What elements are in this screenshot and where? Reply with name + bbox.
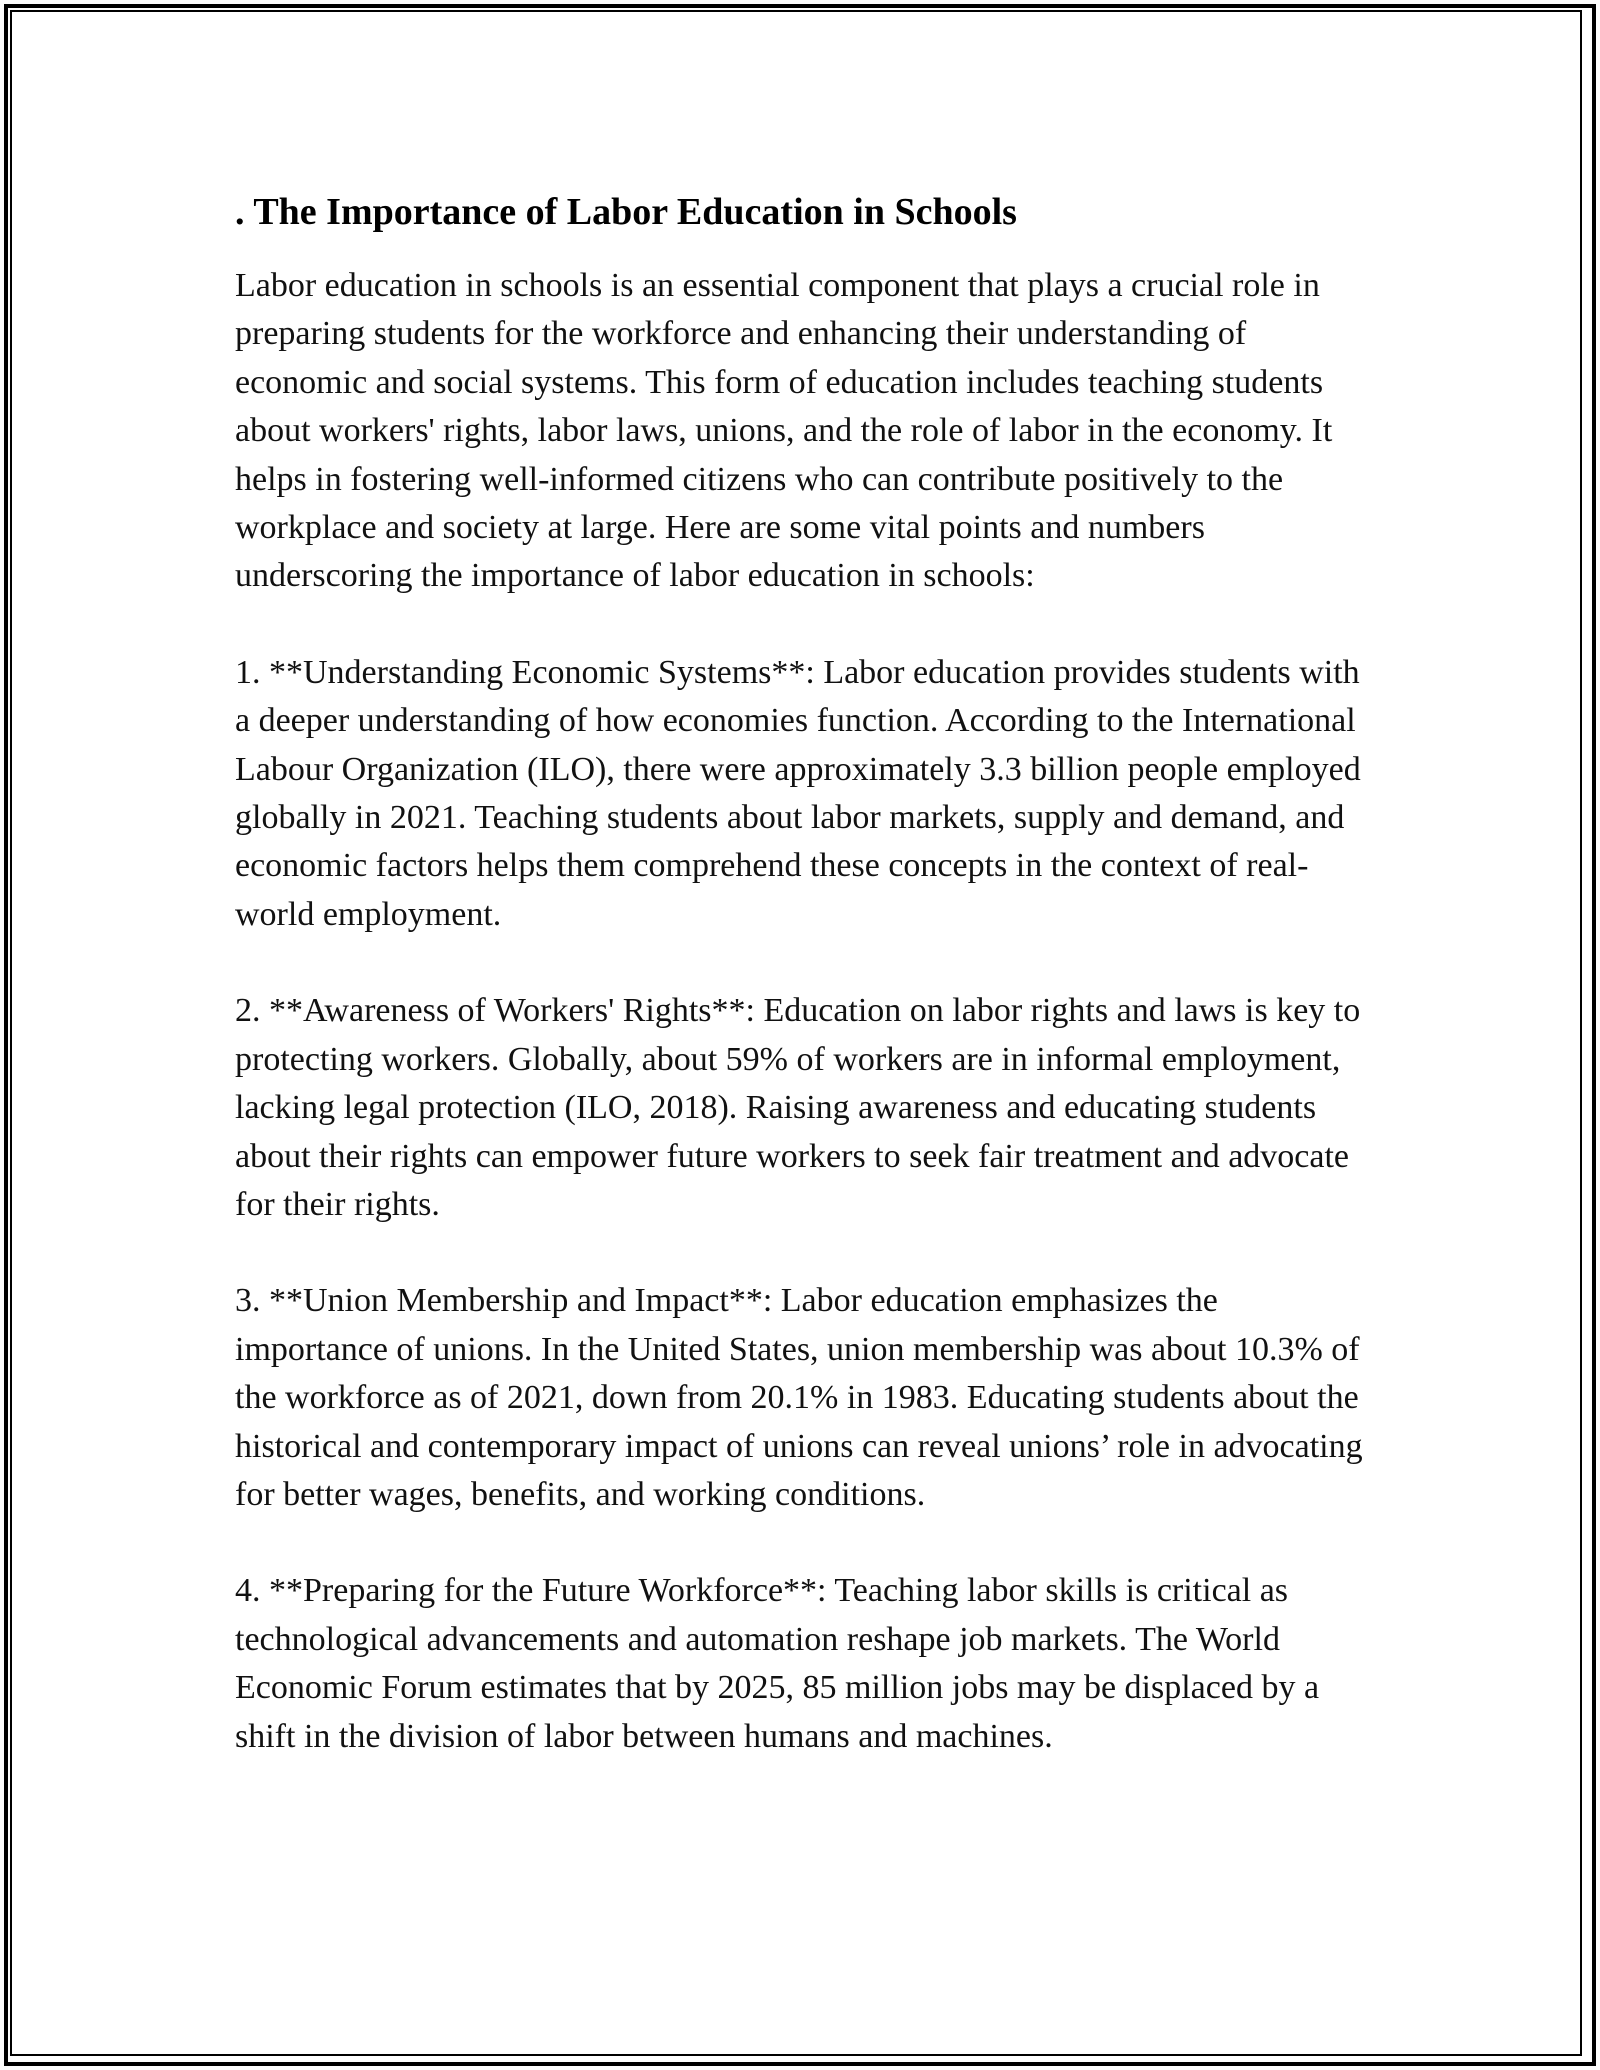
- intro-paragraph: Labor education in schools is an essential component that plays a crucial role in preparing students for the workforce and enhancing their understanding of economic and social systems. This form of education includes teaching students about workers' rights, labor laws, unions, and the role of labor in the economy. It helps in fostering well-informed citizens who can contribute positively to the workplace and society at large. Here are some vital points and numbers underscoring the importance of labor education in schools:: [235, 267, 1333, 595]
- point-3-paragraph: 3. **Union Membership and Impact**: Labor education emphasizes the importance of unions. In the United States, union membership was about 10.3% of the workforce as of 2021, down from 20.1% in 1983. Educating students about the historical and contemporary impact of unions can reveal unions’ role in advocating for better wages, benefits, and working conditions.: [235, 1282, 1363, 1513]
- point-1-paragraph: 1. **Understanding Economic Systems**: Labor education provides students with a deeper understanding of how economies function. According to the International Labour Organization (ILO), there were approximately 3.3 billion people employed globally in 2021. Teaching students about labor markets, supply and demand, and economic factors helps them comprehend these concepts in the context of real-world employment.: [235, 653, 1361, 933]
- point-4-paragraph: 4. **Preparing for the Future Workforce**: Teaching labor skills is critical as technological advancements and automation reshape job markets. The World Economic Forum estimates that by 2025, 85 million jobs may be displaced by a shift in the division of labor between humans and machines.: [235, 1572, 1320, 1755]
- document-title: . The Importance of Labor Education in Schools: [235, 191, 1017, 233]
- point-2-paragraph: 2. **Awareness of Workers' Rights**: Education on labor rights and laws is key to protecting workers. Globally, about 59% of workers are in informal employment, lacking legal protection (ILO, 2018). Raising awareness and educating students about their rights can empower future workers to seek fair treatment and advocate for their rights.: [235, 992, 1361, 1223]
- document-body: [235, 182, 1370, 1809]
